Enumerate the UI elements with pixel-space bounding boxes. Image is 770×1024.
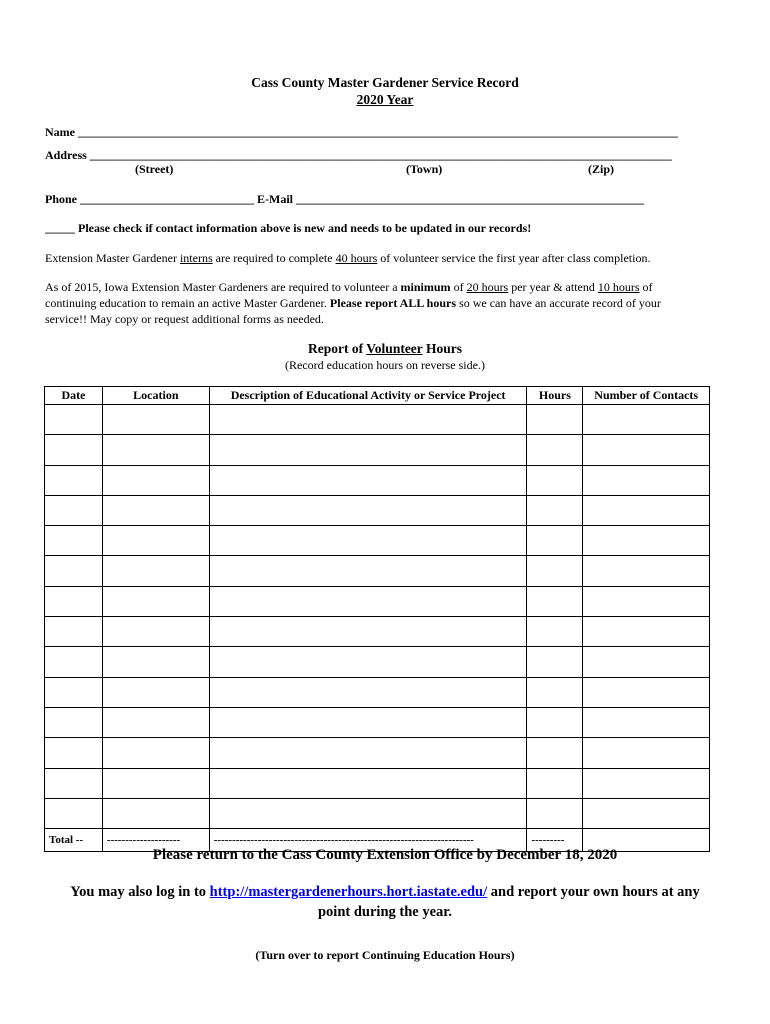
table-cell[interactable]: [102, 738, 209, 768]
table-cell[interactable]: [527, 677, 583, 707]
table-cell[interactable]: [45, 647, 103, 677]
table-row: [45, 405, 710, 435]
table-cell[interactable]: [209, 798, 527, 828]
header-contacts: Number of Contacts: [583, 387, 710, 405]
turn-over-note: (Turn over to report Continuing Education Hours): [255, 948, 515, 962]
table-cell[interactable]: [583, 556, 710, 586]
table-cell[interactable]: [45, 495, 103, 525]
para2-text-b: of: [450, 280, 467, 294]
login-text-c: point during the year.: [317, 904, 452, 920]
table-cell[interactable]: [45, 465, 103, 495]
para2-report-all: Please report ALL hours: [329, 296, 457, 310]
total-label: Total --: [45, 829, 103, 852]
para1-hours: 40 hours: [335, 251, 378, 265]
return-instruction: Please return to the Cass County Extension Office by December 18, 2020: [152, 847, 618, 863]
phone-email-field[interactable]: Phone _____________________________ E-Mail __________________________________________________________: [45, 192, 644, 206]
update-check-line[interactable]: _____ Please check if contact information above is new and needs to be updated in our records!: [45, 221, 532, 235]
table-cell[interactable]: [102, 556, 209, 586]
table-row: [45, 707, 710, 737]
title-text: Cass County Master Gardener Service Record: [251, 75, 519, 90]
table-cell[interactable]: [527, 526, 583, 556]
table-cell[interactable]: [209, 586, 527, 616]
table-row: [45, 465, 710, 495]
document-title: [0, 74, 770, 108]
para2-minimum: minimum: [400, 280, 451, 294]
table-cell[interactable]: [45, 435, 103, 465]
table-cell[interactable]: [583, 738, 710, 768]
table-cell[interactable]: [209, 405, 527, 435]
table-cell[interactable]: [102, 798, 209, 828]
table-cell[interactable]: [102, 526, 209, 556]
volunteer-hours-table: [44, 386, 710, 852]
intern-requirement-paragraph: [45, 250, 705, 266]
table-row: [45, 617, 710, 647]
table-cell[interactable]: [209, 465, 527, 495]
table-cell[interactable]: [45, 798, 103, 828]
address-field[interactable]: Address _________________________________________________________________________________________________: [45, 148, 672, 162]
header-location: Location: [102, 387, 209, 405]
table-cell[interactable]: [45, 586, 103, 616]
table-cell[interactable]: [102, 465, 209, 495]
table-cell[interactable]: [583, 647, 710, 677]
street-label: (Street): [135, 162, 174, 176]
table-row: [45, 738, 710, 768]
table-row: [45, 586, 710, 616]
table-cell[interactable]: [527, 647, 583, 677]
report-prefix: Report of: [308, 341, 367, 356]
table-cell[interactable]: [583, 495, 710, 525]
table-cell[interactable]: [583, 435, 710, 465]
table-cell[interactable]: [102, 768, 209, 798]
header-date: Date: [45, 387, 103, 405]
table-cell[interactable]: [102, 405, 209, 435]
table-cell[interactable]: [209, 526, 527, 556]
login-text-a: You may also log in to: [70, 884, 210, 900]
hours-website-link[interactable]: http://mastergardenerhours.hort.iastate.edu/: [209, 884, 488, 900]
table-cell[interactable]: [527, 495, 583, 525]
table-cell[interactable]: [583, 707, 710, 737]
table-cell[interactable]: [527, 617, 583, 647]
login-text-b: and report your own hours at any: [487, 884, 700, 900]
table-cell[interactable]: [45, 738, 103, 768]
annual-requirement-paragraph: [45, 279, 705, 327]
table-cell[interactable]: [527, 405, 583, 435]
table-cell[interactable]: [209, 647, 527, 677]
table-cell[interactable]: [209, 435, 527, 465]
table-cell[interactable]: [583, 465, 710, 495]
table-cell[interactable]: [45, 405, 103, 435]
table-cell[interactable]: [583, 405, 710, 435]
total-location: --------------------: [102, 829, 209, 852]
report-suffix: Hours: [422, 341, 462, 356]
table-cell[interactable]: [583, 798, 710, 828]
para1-interns: interns: [179, 251, 213, 265]
para1-text-b: are required to complete: [212, 251, 336, 265]
table-row: [45, 647, 710, 677]
table-cell[interactable]: [209, 738, 527, 768]
table-cell[interactable]: [102, 707, 209, 737]
login-instruction: [0, 882, 770, 922]
town-label: (Town): [406, 162, 443, 176]
table-cell[interactable]: [209, 677, 527, 707]
zip-label: (Zip): [588, 162, 615, 176]
para2-hours20: 20 hours: [466, 280, 509, 294]
table-cell[interactable]: [583, 526, 710, 556]
para1-text-c: of volunteer service the first year after class completion.: [377, 251, 651, 265]
table-cell[interactable]: [583, 768, 710, 798]
table-cell[interactable]: [45, 707, 103, 737]
table-cell[interactable]: [583, 617, 710, 647]
report-volunteer: Volunteer: [366, 341, 423, 356]
table-cell[interactable]: [45, 768, 103, 798]
total-hours: ---------: [527, 829, 583, 852]
table-row: [45, 495, 710, 525]
name-field[interactable]: Name ____________________________________________________________________________________________________: [45, 125, 678, 139]
table-row: [45, 798, 710, 828]
para2-text-a: As of 2015, Iowa Extension Master Gardeners are required to volunteer a: [45, 280, 401, 294]
table-row: [45, 768, 710, 798]
table-body: [45, 405, 710, 852]
table-cell[interactable]: [527, 738, 583, 768]
table-header-row: [45, 387, 710, 405]
table-cell[interactable]: [583, 586, 710, 616]
table-cell[interactable]: [102, 495, 209, 525]
table-cell[interactable]: [209, 617, 527, 647]
table-cell[interactable]: [209, 495, 527, 525]
table-cell[interactable]: [45, 617, 103, 647]
table-cell[interactable]: [583, 677, 710, 707]
report-note: (Record education hours on reverse side.): [285, 358, 485, 372]
table-cell[interactable]: [527, 556, 583, 586]
table-cell[interactable]: [527, 465, 583, 495]
header-description: Description of Educational Activity or Service Project: [209, 387, 527, 405]
table-row: [45, 677, 710, 707]
header-hours: Hours: [527, 387, 583, 405]
table-cell[interactable]: [527, 586, 583, 616]
table-cell[interactable]: [527, 707, 583, 737]
para1-text-a: Extension Master Gardener: [45, 251, 180, 265]
para2-text-e: so we can have an accurate record of your service!! May copy or request additional forms as needed.: [45, 296, 661, 326]
para2-hours10: 10 hours: [597, 280, 640, 294]
table-cell[interactable]: [102, 586, 209, 616]
table-cell[interactable]: [527, 435, 583, 465]
table-row: [45, 556, 710, 586]
year-text: 2020 Year: [356, 92, 414, 107]
table-cell[interactable]: [45, 677, 103, 707]
table-cell[interactable]: [102, 435, 209, 465]
table-row: [45, 526, 710, 556]
table-cell[interactable]: [45, 556, 103, 586]
table-cell[interactable]: [102, 647, 209, 677]
table-cell[interactable]: [209, 556, 527, 586]
table-cell[interactable]: [102, 617, 209, 647]
table-cell[interactable]: [209, 768, 527, 798]
para2-text-c: per year & attend: [508, 280, 598, 294]
table-cell[interactable]: [209, 707, 527, 737]
total-description: -----------------------------------------------------------------------: [209, 829, 527, 852]
table-cell[interactable]: [527, 798, 583, 828]
table-cell[interactable]: [527, 768, 583, 798]
table-cell[interactable]: [102, 677, 209, 707]
report-heading: [0, 341, 770, 357]
table-cell[interactable]: [45, 526, 103, 556]
para2-text-d: of continuing education to remain an active Master Gardener.: [45, 280, 653, 310]
table-row: [45, 435, 710, 465]
